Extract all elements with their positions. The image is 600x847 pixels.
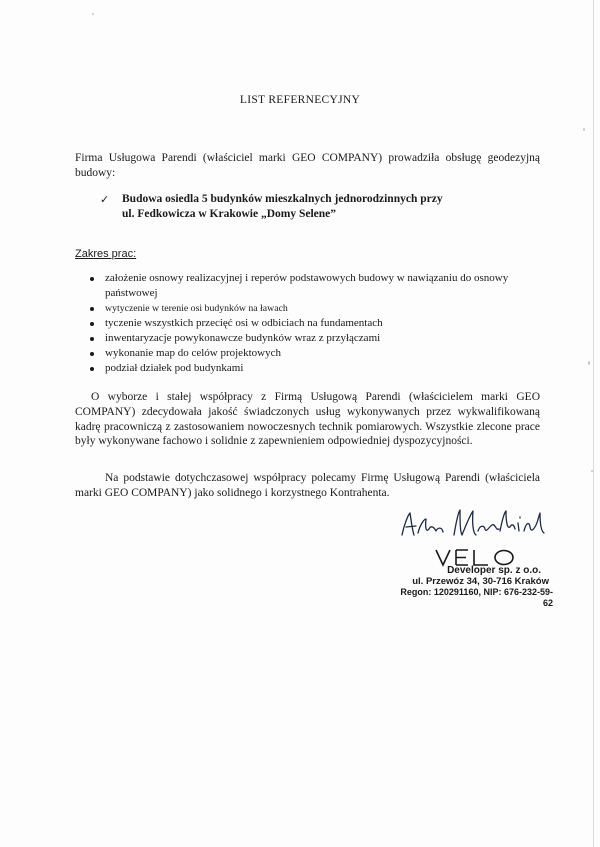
body-paragraph-2: Na podstawie dotychczasowej współpracy polecamy Firmę Usługową Parendi (właściciela marki GEO COMPANY) jako solidnego i korzystnego Kontrahenta. — [75, 472, 540, 499]
intro-text: Firma Usługowa Parendi (właściciel marki GEO COMPANY) prowadziła obsługę geodezyjną budowy: — [75, 152, 540, 179]
stamp-text — [398, 565, 553, 609]
checkmark-icon: ✓ — [100, 193, 110, 206]
stamp-ids: Regon: 120291160, NIP: 676-232-59-62 — [400, 587, 553, 608]
bullet-icon — [90, 337, 94, 341]
list-item — [87, 361, 527, 376]
scan-speck — [588, 361, 590, 365]
bullet-icon — [90, 367, 94, 371]
list-item — [87, 346, 527, 361]
task-text: podział działek pod budynkami — [105, 362, 244, 374]
bullet-icon — [90, 277, 94, 281]
scan-speck — [591, 470, 593, 472]
task-text: założenie osnowy realizacyjnej i reperów podstawowych budowy w nawiązaniu do osnowy państwowej — [105, 272, 509, 299]
scan-speck — [92, 13, 94, 15]
task-text: wykonanie map do celów projektowych — [105, 347, 281, 359]
project-line-1: Budowa osiedla 5 budynków mieszkalnych jednorodzinnych przy — [122, 193, 443, 205]
bullet-icon — [90, 352, 94, 356]
scan-edge — [593, 0, 594, 847]
list-item — [87, 316, 527, 331]
list-item — [87, 301, 527, 316]
list-item — [87, 271, 527, 301]
letter-title: LIST REFERNECYJNY — [239, 94, 361, 106]
task-text: wytyczenie w terenie osi budynków na ławach — [105, 303, 288, 314]
scan-speck — [583, 128, 585, 131]
handwritten-signature — [396, 505, 546, 545]
scope-heading: Zakres prac: — [75, 248, 137, 260]
stamp-address: ul. Przewóz 34, 30-716 Kraków — [412, 576, 549, 587]
body-paragraph-1: O wyborze i stałej współpracy z Firmą Usługową Parendi (właścicielem marki GEO COMPANY) zdecydowała jakość świadczonych usług wykonywanych przez wykwalifikowaną kadrę pracowniczą z zastosowaniem nowoczesnych technik pomiarowych. Wszystkie zlecone prace były wykonywane fachowo i solidnie z zapewnieniem odpowiedniej dyspozycyjności. — [75, 391, 540, 448]
task-text: inwentaryzacje powykonawcze budynków wraz z przyłączami — [105, 332, 381, 344]
project-item — [100, 192, 540, 222]
stamp-company: Developer sp. z o.o. — [447, 565, 541, 576]
project-line-2: ul. Fedkowicza w Krakowie „Domy Selene” — [122, 208, 337, 220]
bullet-icon — [90, 322, 94, 326]
task-text: tyczenie wszystkich przecięć osi w odbiciach na fundamentach — [105, 317, 383, 329]
list-item — [87, 331, 527, 346]
task-list — [87, 271, 527, 376]
bullet-icon — [90, 307, 94, 311]
